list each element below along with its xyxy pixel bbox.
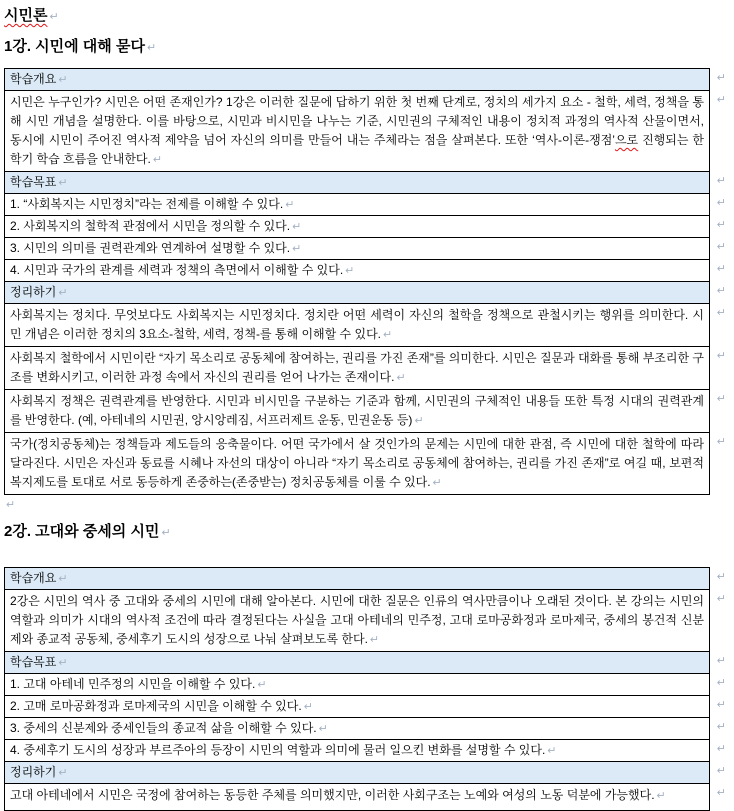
row-end-mark: ↵ — [716, 175, 726, 187]
lecture1-goal-row-3[interactable] — [5, 238, 726, 260]
goal-text-cell[interactable] — [5, 194, 709, 215]
lecture1-goal-row-1[interactable] — [5, 194, 726, 216]
goal-text: 3. 중세의 신분제와 중세인들의 종교적 삶을 이해할 수 있다. — [10, 721, 317, 735]
lecture1-goal-row-4[interactable] — [5, 260, 726, 282]
paragraph-mark: ↵ — [58, 287, 68, 299]
empty-paragraph-line[interactable] — [4, 495, 734, 514]
summary-text: 사회복지는 정치다. 무엇보다도 사회복지는 시민정치다. 정치란 어떤 세력이 자신의 철학을 정책으로 관철시키는 행위를 의미한다. 시민 개념은 이러한 정치의 3요소-철학, 세력, 정책-를 통해 이해할 수 있다. — [10, 308, 704, 341]
goal-text-cell[interactable] — [5, 740, 709, 761]
lecture1-heading[interactable]: 1강. 시민에 대해 묻다 — [4, 38, 145, 55]
lecture2-overview-row[interactable] — [5, 590, 726, 652]
summary-text: 사회복지 철학에서 시민이란 “자기 목소리로 공동체에 참여하는, 권리를 가진 존재”를 의미한다. 시민은 질문과 대화를 통해 부조리한 구조를 변화시키고, 이러한 과정 속에서 자신의 권리를 얻어 나가는 존재이다. — [10, 351, 704, 384]
summary-text-cell[interactable] — [5, 347, 709, 389]
overview-label: 학습개요 — [10, 571, 57, 585]
goal-text: 3. 시민의 의미를 권력관계와 연계하여 설명할 수 있다. — [10, 241, 291, 255]
document-title-line[interactable] — [4, 4, 734, 29]
lecture1-summary-row-1[interactable] — [5, 304, 726, 347]
lecture1-summary-row-2[interactable] — [5, 347, 726, 390]
goal-text: 1. “사회복지는 시민정치”라는 전제를 이해할 수 있다. — [10, 197, 284, 211]
goal-text-cell[interactable] — [5, 718, 709, 739]
row-end-mark: ↵ — [716, 677, 726, 689]
lecture2-summary-row-1[interactable] — [5, 784, 726, 810]
paragraph-mark: ↵ — [656, 790, 666, 802]
lecture1-summary-row-4[interactable] — [5, 433, 726, 494]
paragraph-mark: ↵ — [396, 372, 406, 384]
row-end-mark: ↵ — [716, 197, 726, 209]
lecture2-goal-row-3[interactable] — [5, 718, 726, 740]
section-header-cell[interactable] — [5, 762, 709, 783]
overview-text-cell[interactable] — [5, 91, 709, 171]
lecture2-heading[interactable]: 2강. 고대와 중세의 시민 — [4, 523, 160, 540]
overview-label: 학습개요 — [10, 72, 57, 86]
overview-text-flagged: 으로 — [614, 133, 639, 147]
paragraph-mark: ↵ — [58, 657, 68, 669]
row-end-mark: ↵ — [716, 350, 726, 362]
paragraph-mark: ↵ — [152, 154, 163, 166]
goal-text-cell[interactable] — [5, 696, 709, 717]
section-header-cell[interactable] — [5, 652, 709, 673]
lecture1-goals-header-row[interactable] — [5, 172, 726, 194]
paragraph-mark: ↵ — [292, 221, 302, 233]
goal-text-cell[interactable] — [5, 674, 709, 695]
row-end-mark: ↵ — [716, 699, 726, 711]
row-end-mark: ↵ — [716, 393, 726, 405]
row-end-mark: ↵ — [716, 765, 726, 777]
paragraph-mark: ↵ — [318, 723, 328, 735]
paragraph-mark: ↵ — [58, 177, 68, 189]
lecture1-heading-line[interactable] — [4, 37, 734, 58]
goal-text: 2. 사회복지의 철학적 관점에서 시민을 정의할 수 있다. — [10, 219, 291, 233]
row-end-mark: ↵ — [716, 655, 726, 667]
row-end-mark: ↵ — [716, 307, 726, 319]
lecture1-overview-row[interactable] — [5, 91, 726, 172]
row-end-mark: ↵ — [716, 241, 726, 253]
paragraph-mark: ↵ — [383, 329, 393, 341]
section-header-cell[interactable] — [5, 172, 709, 193]
row-end-mark: ↵ — [716, 263, 726, 275]
row-end-mark: ↵ — [716, 571, 726, 583]
lecture2-goal-row-2[interactable] — [5, 696, 726, 718]
goal-text: 4. 중세후기 도시의 성장과 부르주아의 등장이 시민의 역할과 의미에 물러 일으킨 변화를 설명할 수 있다. — [10, 743, 546, 757]
row-end-mark: ↵ — [716, 72, 726, 84]
goal-text: 4. 시민과 국가의 관계를 세력과 정책의 측면에서 이해할 수 있다. — [10, 263, 344, 277]
summary-text-cell[interactable] — [5, 390, 709, 432]
lecture1-overview-header-row[interactable] — [5, 69, 726, 91]
overview-text-end: 진행되는 한 학기 학습 흐름을 안내한다. — [10, 133, 704, 166]
lecture1-summary-header-row[interactable] — [5, 282, 726, 304]
paragraph-mark: ↵ — [414, 415, 424, 427]
row-end-mark: ↵ — [716, 593, 726, 605]
paragraph-mark: ↵ — [547, 745, 557, 757]
paragraph-mark: ↵ — [257, 679, 267, 691]
row-end-mark: ↵ — [716, 721, 726, 733]
paragraph-mark: ↵ — [432, 477, 442, 489]
summary-text-cell[interactable] — [5, 784, 709, 810]
document-title[interactable]: 시민론 — [4, 7, 48, 24]
paragraph-mark: ↵ — [345, 265, 355, 277]
lecture2-goals-header-row[interactable] — [5, 652, 726, 674]
lecture1-goal-row-2[interactable] — [5, 216, 726, 238]
paragraph-mark: ↵ — [303, 701, 313, 713]
lecture2-summary-header-row[interactable] — [5, 762, 726, 784]
paragraph-mark: ↵ — [58, 74, 68, 86]
paragraph-mark: ↵ — [58, 573, 68, 585]
row-end-mark: ↵ — [716, 94, 726, 106]
paragraph-mark: ↵ — [58, 767, 68, 779]
goal-text: 2. 고매 로마공화정과 로마제국의 시민을 이해할 수 있다. — [10, 699, 302, 713]
summary-label: 정리하기 — [10, 765, 57, 779]
summary-text: 고대 아테네에서 시민은 국정에 참여하는 동등한 주체를 의미했지만, 이러한 사회구조는 노예와 여성의 노동 덕분에 가능했다. — [10, 788, 655, 802]
goals-label: 학습목표 — [10, 175, 57, 189]
goals-label: 학습목표 — [10, 655, 57, 669]
section-header-cell[interactable] — [5, 69, 709, 90]
goal-text: 1. 고대 아테네 민주정의 시민을 이해할 수 있다. — [10, 677, 256, 691]
summary-text-cell[interactable] — [5, 433, 709, 494]
goal-text-cell[interactable] — [5, 216, 709, 237]
row-end-mark: ↵ — [716, 436, 726, 448]
row-end-mark: ↵ — [716, 285, 726, 297]
paragraph-mark: ↵ — [6, 499, 16, 511]
lecture1-table — [4, 68, 726, 495]
row-end-mark: ↵ — [716, 787, 726, 799]
paragraph-mark: ↵ — [292, 243, 302, 255]
summary-text: 국가(정치공동체)는 정책들과 제도들의 응축물이다. 어떤 국가에서 살 것인가의 문제는 시민에 대한 관점, 즉 시민에 대한 철학에 따라 달라진다. 시민은 자신과 동료를 시혜나 자선의 대상이 아니라 “자기 목소리로 공동체에 참여하는, 권리를 가진 존재”로 여길 때, 보편적 복지제도를 토대로 서로 동등하게 존중하는(존중받는) 정치공동체를 이룰 수 있다. — [10, 437, 704, 489]
lecture2-overview-header-row[interactable] — [5, 568, 726, 590]
row-end-mark: ↵ — [716, 219, 726, 231]
paragraph-mark: ↵ — [146, 42, 157, 54]
overview-text: 시민은 누구인가? 시민은 어떤 존재인가? 1강은 이러한 질문에 답하기 위한 첫 번째 단계로, 정치의 세가지 요소 - 철학, 세력, 정책을 통해 시민 개념을 설명한다. 이를 바탕으로, 시민과 비시민을 나누는 기준, 시민권의 구체적인 내용이 정치적 과정의 역사적 산물이면서, 동시에 시민이 주어진 역사적 제약을 넘어 자신의 의미를 만들어 내는 주체라는 점을 살펴본다. 또한 ‘역사-이론-쟁점’ — [10, 95, 704, 147]
section-header-cell[interactable] — [5, 282, 709, 303]
overview-text-cell[interactable] — [5, 590, 709, 651]
paragraph-mark: ↵ — [369, 634, 380, 646]
summary-text-cell[interactable] — [5, 304, 709, 346]
goal-text-cell[interactable] — [5, 260, 709, 281]
section-header-cell[interactable] — [5, 568, 709, 589]
summary-text: 사회복지 정책은 권력관계를 반영한다. 시민과 비시민을 구분하는 기준과 함께, 시민권의 구체적인 내용들 또한 특정 시대의 권력관계를 반영한다. (예, 아테네의 시민권, 앙시앙레짐, 서프러제트 운동, 민권운동 등) — [10, 394, 704, 427]
overview-text: 2강은 시민의 역사 중 고대와 중세의 시민에 대해 알아본다. 시민에 대한 질문은 인류의 역사만큼이나 오래된 것이다. 본 강의는 시민의 역할과 의미가 시대의 역사적 조건에 따라 결정된다는 사실을 고대 아테네의 민주정, 고대 로마공화정과 로마제국, 중세의 봉건적 신분제와 종교적 공동체, 중세후기 도시의 성장으로 나눠 살펴보도록 한다. — [10, 594, 704, 646]
lecture2-table — [4, 567, 726, 811]
paragraph-mark: ↵ — [161, 527, 171, 539]
lecture1-summary-row-3[interactable] — [5, 390, 726, 433]
paragraph-mark: ↵ — [49, 11, 59, 23]
paragraph-mark: ↵ — [285, 199, 295, 211]
lecture2-goal-row-4[interactable] — [5, 740, 726, 762]
lecture2-goal-row-1[interactable] — [5, 674, 726, 696]
summary-label: 정리하기 — [10, 285, 57, 299]
goal-text-cell[interactable] — [5, 238, 709, 259]
lecture2-heading-line[interactable] — [4, 522, 734, 543]
row-end-mark: ↵ — [716, 743, 726, 755]
